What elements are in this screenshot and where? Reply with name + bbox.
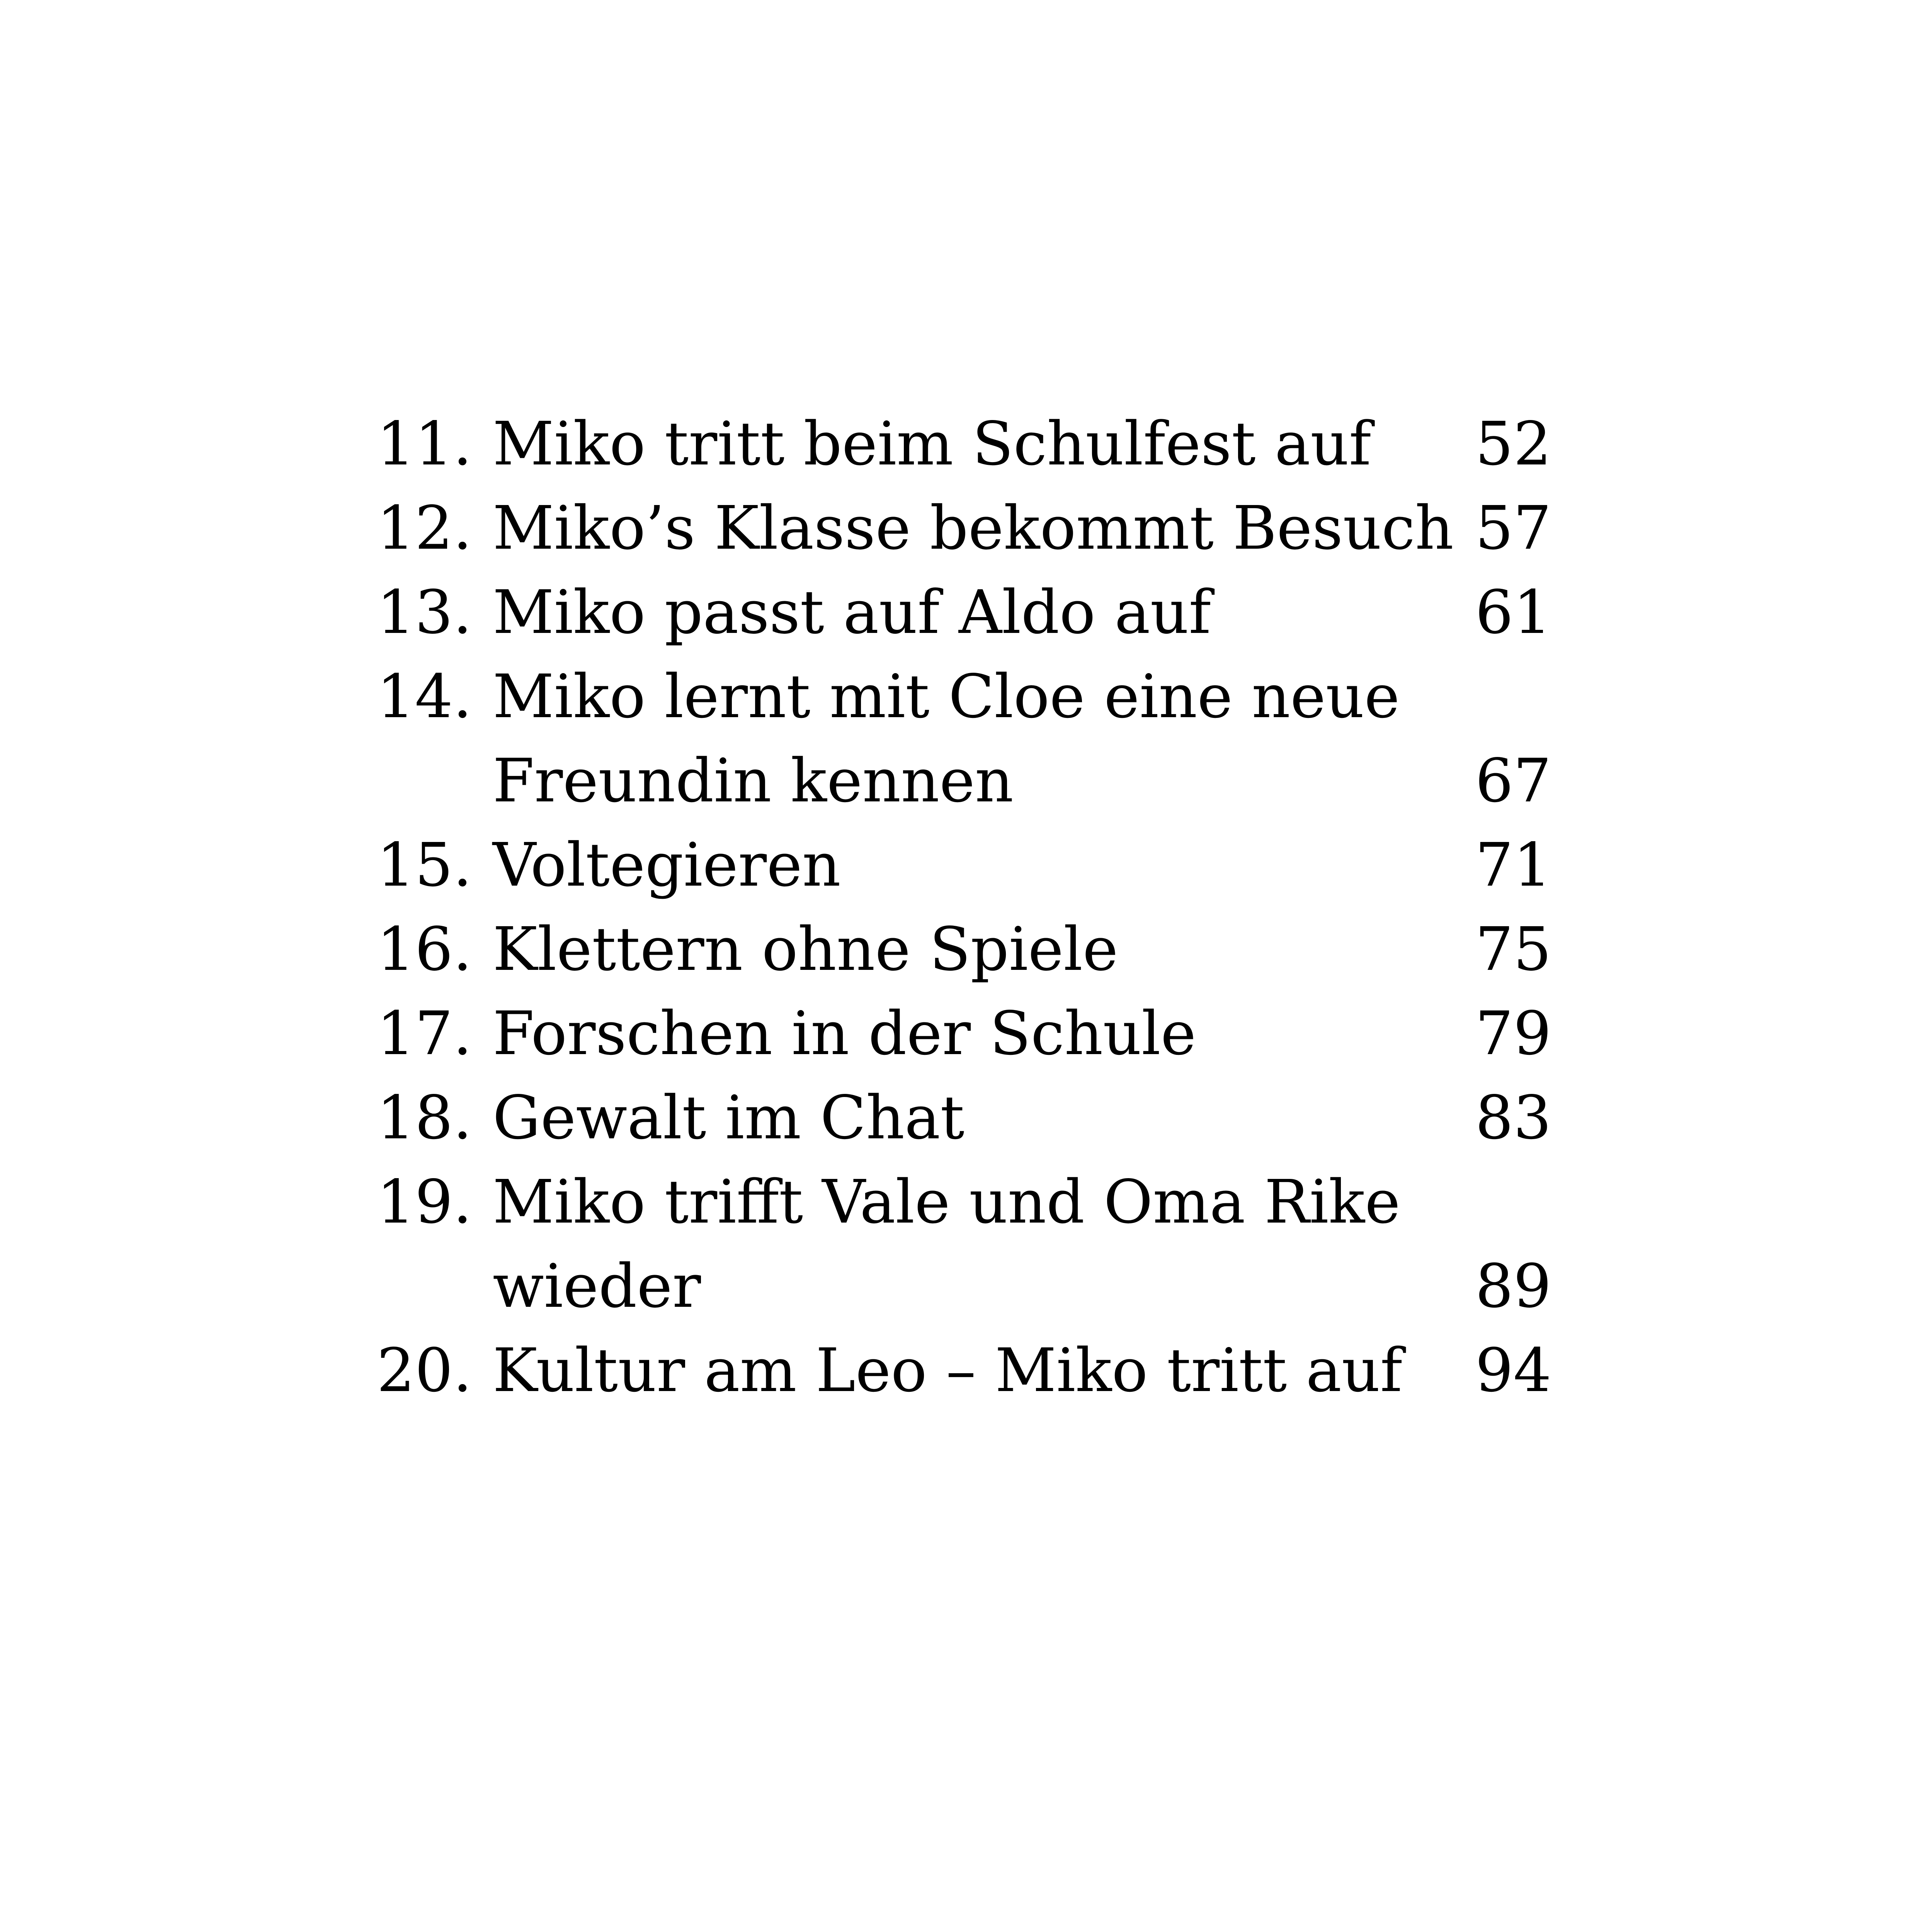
entry-title-continuation: wieder bbox=[493, 1251, 701, 1321]
entry-number: 17. bbox=[377, 998, 472, 1068]
toc-entry[interactable] bbox=[377, 907, 1551, 992]
entry-title: Klettern ohne Spiele bbox=[493, 914, 1118, 984]
entry-page-number: 67 bbox=[1475, 746, 1551, 816]
entry-number: 13. bbox=[377, 577, 472, 647]
toc-line bbox=[377, 655, 1551, 739]
entry-page-number: 75 bbox=[1475, 914, 1551, 984]
entry-number: 12. bbox=[377, 493, 472, 563]
toc-entry[interactable] bbox=[377, 402, 1551, 486]
toc-line bbox=[377, 907, 1551, 992]
entry-number: 16. bbox=[377, 914, 472, 984]
entry-page-number: 94 bbox=[1475, 1335, 1551, 1405]
entry-number: 19. bbox=[377, 1167, 472, 1237]
toc-entry[interactable] bbox=[377, 486, 1551, 570]
entry-title: Kultur am Leo – Miko tritt auf bbox=[493, 1335, 1403, 1405]
entry-page-number: 52 bbox=[1475, 409, 1551, 479]
entry-number: 11. bbox=[377, 409, 472, 479]
entry-page-number: 71 bbox=[1475, 830, 1551, 900]
toc-line bbox=[377, 486, 1551, 570]
entry-number: 18. bbox=[377, 1083, 472, 1153]
entry-page-number: 61 bbox=[1475, 577, 1551, 647]
toc-entry[interactable] bbox=[377, 1328, 1551, 1413]
entry-title: Forschen in der Schule bbox=[493, 998, 1196, 1068]
entry-page-number: 57 bbox=[1475, 493, 1551, 563]
toc-entry[interactable] bbox=[377, 655, 1551, 823]
toc-line bbox=[377, 823, 1551, 907]
toc-line-continuation bbox=[377, 1244, 1551, 1328]
toc-entry[interactable] bbox=[377, 992, 1551, 1076]
toc-line bbox=[377, 1160, 1551, 1244]
toc-entry[interactable] bbox=[377, 1160, 1551, 1328]
entry-title: Gewalt im Chat bbox=[493, 1083, 964, 1153]
entry-title-continuation: Freundin kennen bbox=[493, 746, 1014, 816]
entry-number: 14. bbox=[377, 662, 472, 731]
toc-line-continuation bbox=[377, 739, 1551, 823]
table-of-contents bbox=[377, 402, 1551, 1413]
toc-line bbox=[377, 570, 1551, 655]
entry-title: Miko tritt beim Schulfest auf bbox=[493, 409, 1371, 479]
entry-number: 15. bbox=[377, 830, 472, 900]
entry-number: 20. bbox=[377, 1335, 472, 1405]
entry-title: Miko passt auf Aldo auf bbox=[493, 577, 1211, 647]
entry-title: Voltegieren bbox=[493, 830, 841, 900]
entry-page-number: 79 bbox=[1475, 998, 1551, 1068]
toc-entry[interactable] bbox=[377, 823, 1551, 907]
toc-line bbox=[377, 1076, 1551, 1160]
entry-title: Miko lernt mit Cloe eine neue bbox=[493, 662, 1400, 731]
entry-page-number: 83 bbox=[1475, 1083, 1551, 1153]
toc-entry[interactable] bbox=[377, 1076, 1551, 1160]
toc-line bbox=[377, 402, 1551, 486]
entry-page-number: 89 bbox=[1475, 1251, 1551, 1321]
toc-line bbox=[377, 992, 1551, 1076]
toc-line bbox=[377, 1328, 1551, 1413]
entry-title: Miko trifft Vale und Oma Rike bbox=[493, 1167, 1400, 1237]
entry-title: Miko’s Klasse bekommt Besuch bbox=[493, 493, 1454, 563]
toc-entry[interactable] bbox=[377, 570, 1551, 655]
